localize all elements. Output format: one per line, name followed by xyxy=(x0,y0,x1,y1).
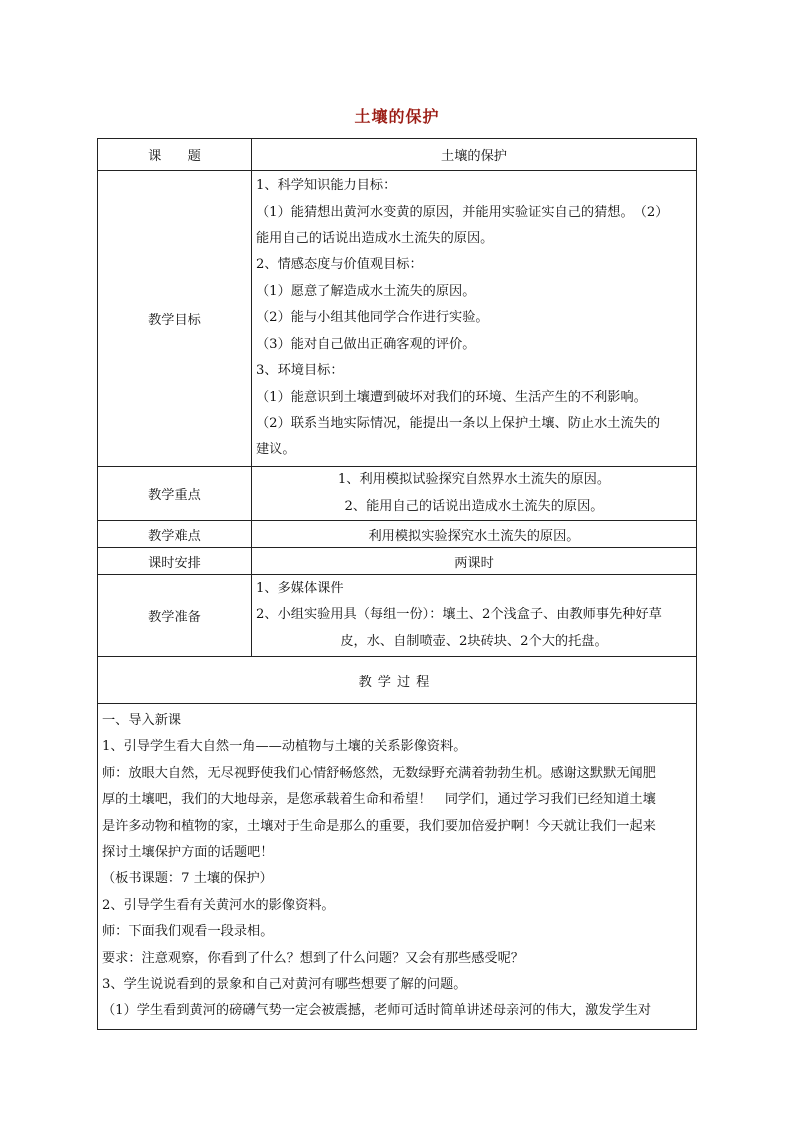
process-line: 3、学生说说看到的景象和自己对黄河有哪些想要了解的问题。 xyxy=(102,977,467,993)
key-points-label: 教学重点 xyxy=(98,467,252,521)
process-header: 教学过程 xyxy=(98,657,697,704)
schedule-label: 课时安排 xyxy=(98,548,252,575)
preparation-line: 2、小组实验用具（每组一份）：壤土、2个浅盒子、由教师事先种好草 xyxy=(256,607,662,623)
goals-label: 教学目标 xyxy=(98,171,252,467)
difficulty-label: 教学难点 xyxy=(98,521,252,548)
row-goals xyxy=(98,171,697,467)
key-points-line: 2、能用自己的话说出造成水土流失的原因。 xyxy=(344,498,604,514)
row-process-header xyxy=(98,657,697,704)
process-line: 师：下面我们观看一段录相。 xyxy=(102,924,274,940)
process-content xyxy=(98,704,697,1030)
process-line: 1、引导学生看大自然一角——动植物与土壤的关系影像资料。 xyxy=(102,739,467,755)
key-points-line: 1、利用模拟试验探究自然界水土流失的原因。 xyxy=(337,472,611,488)
row-topic xyxy=(98,139,697,171)
goals-line: （2）能与小组其他同学合作进行实验。 xyxy=(256,310,489,326)
goals-line: 1、科学知识能力目标： xyxy=(256,178,397,194)
preparation-content xyxy=(252,575,697,657)
preparation-line: 皮，水、自制喷壶、2块砖块、2个大的托盘。 xyxy=(340,633,608,649)
goals-line: （1）能猜想出黄河水变黄的原因，并能用实验证实自己的猜想。 （2） xyxy=(256,204,669,220)
goals-line: 2、情感态度与价值观目标： xyxy=(256,257,423,273)
process-line: 厚的土壤吧，我们的大地母亲，是您承载着生命和希望！ 同学们，通过学习我们已经知道土壤 xyxy=(102,792,656,808)
goals-content xyxy=(252,171,697,467)
goals-line: 建议。 xyxy=(256,442,296,458)
key-points-content xyxy=(252,467,697,521)
process-line: （1）学生看到黄河的磅礴气势一定会被震撼，老师可适时简单讲述母亲河的伟大，激发学生对 xyxy=(102,1003,652,1019)
row-key-points xyxy=(98,467,697,521)
schedule-value: 两课时 xyxy=(252,548,697,575)
goals-line: 3、环境目标： xyxy=(256,363,344,379)
goals-line: （3）能对自己做出正确客观的评价。 xyxy=(256,336,476,352)
topic-value: 土壤的保护 xyxy=(252,139,697,171)
row-schedule xyxy=(98,548,697,575)
process-line: 2、引导学生看有关黄河水的影像资料。 xyxy=(102,897,335,913)
process-line: 一、导入新课 xyxy=(102,713,182,728)
difficulty-value: 利用模拟实验探究水土流失的原因。 xyxy=(252,521,697,548)
lesson-plan-table xyxy=(97,138,697,1030)
goals-line: （1）愿意了解造成水土流失的原因。 xyxy=(256,283,476,299)
preparation-line: 1、多媒体课件 xyxy=(256,580,344,596)
process-line: （板书课题：7 土壤的保护） xyxy=(102,871,273,887)
document-title: 土壤的保护 xyxy=(354,107,440,126)
process-line: 要求：注意观察，你看到了什么？想到了什么问题？又会有那些感受呢？ xyxy=(102,950,524,966)
row-difficulty xyxy=(98,521,697,548)
goals-line: 能用自己的话说出造成水土流失的原因。 xyxy=(256,231,494,247)
goals-line: （2）联系当地实际情况，能提出一条以上保护土壤、防止水土流失的 xyxy=(256,415,661,431)
goals-line: （1）能意识到土壤遭到破坏对我们的环境、生活产生的不利影响。 xyxy=(256,389,647,405)
preparation-label: 教学准备 xyxy=(98,575,252,657)
row-preparation xyxy=(98,575,697,657)
row-process-body xyxy=(98,704,697,1030)
topic-label: 课 题 xyxy=(98,139,252,171)
process-line: 是许多动物和植物的家，土壤对于生命是那么的重要，我们要加倍爱护啊！今天就让我们一起来 xyxy=(102,818,656,834)
process-line: 师：放眼大自然，无尽视野使我们心情舒畅悠然，无数绿野充满着勃勃生机。感谢这默默无闻肥 xyxy=(102,765,656,781)
process-line: 探讨土壤保护方面的话题吧！ xyxy=(102,845,274,861)
